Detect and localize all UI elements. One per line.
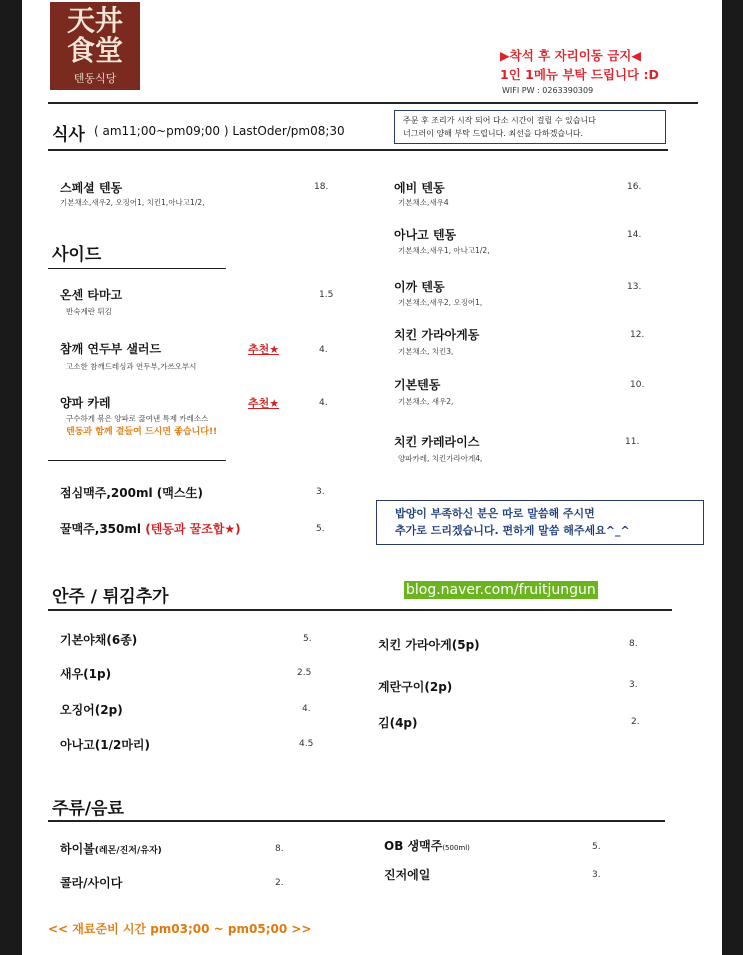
menu-item-name: 아나고 텐동	[394, 228, 457, 242]
one-menu-notice: 1인 1메뉴 부탁 드립니다 :D	[500, 67, 659, 82]
menu-item-desc: 기본채소, 치킨3,	[398, 347, 454, 356]
menu-item-desc: 기본채소,새우2, 오징어1,	[398, 298, 483, 307]
menu-item-name: 기본텐동	[394, 378, 441, 392]
side-item-price: 4.	[319, 345, 328, 355]
side-title: 사이드	[52, 245, 102, 265]
menu-item-desc: 기본채소,새우2, 오징어1, 치킨1,아나고1/2,	[60, 198, 205, 207]
drink-item-price: 5.	[592, 842, 601, 852]
side-item-price: 4.	[319, 398, 328, 408]
menu-item-price: 11.	[625, 437, 640, 447]
side-item-desc: 반숙계란 튀김	[66, 307, 112, 316]
rice-notice-line2: 추가로 드리겠습니다. 편하게 말씀 해주세요^_^	[395, 524, 630, 537]
drink-item-price: 3.	[592, 870, 601, 880]
drink-item-detail: (레몬/진저/유자)	[94, 846, 162, 856]
meal-hours: ( am11;00~pm09;00 ) LastOder/pm08;30	[94, 124, 345, 138]
wifi-password: WIFI PW : 0263390309	[502, 86, 594, 95]
extra-item-name: 아나고(1/2마리)	[60, 738, 151, 752]
menu-item-name: 에비 텐동	[394, 181, 445, 195]
drink-item-name	[60, 840, 162, 857]
extra-item-price: 4.5	[299, 739, 314, 749]
divider	[48, 149, 668, 151]
cooking-notice-box	[394, 110, 666, 144]
extra-item-price: 8.	[629, 639, 638, 649]
divider	[48, 102, 698, 104]
menu-item-desc: 기본채소,새우4	[398, 198, 449, 207]
recommend-badge: 추천★	[248, 343, 280, 356]
extra-item-price: 2.5	[297, 668, 312, 678]
extra-item-price: 2.	[631, 717, 640, 727]
side-item-name: 참깨 연두부 샐러드	[60, 342, 162, 356]
divider	[48, 460, 226, 461]
blog-link[interactable]: blog.naver.com/fruitjungun	[406, 582, 596, 598]
extras-title: 안주 / 튀김추가	[52, 587, 169, 607]
beer-item-price: 3.	[316, 487, 325, 497]
rice-notice-line1: 밥양이 부족하신 분은 따로 말씀해 주시면	[395, 507, 595, 520]
menu-item-price: 10.	[630, 380, 645, 390]
side-item-desc: 구수하게 볶은 양파로 끓여낸 특제 카레소스	[66, 414, 209, 423]
side-item-note: 텐동과 함께 곁들여 드시면 좋습니다!!	[66, 427, 218, 437]
drink-item-detail: (500ml)	[442, 844, 470, 852]
seat-notice: ▶착석 후 자리이동 금지◀	[500, 48, 641, 63]
drink-item-label: 하이볼	[60, 842, 95, 856]
extra-item-name: 오징어(2p)	[60, 703, 123, 717]
beer-item-label: 꿀맥주,350ml	[60, 522, 142, 536]
extra-item-name: 새우(1p)	[60, 667, 112, 681]
divider	[48, 609, 672, 611]
extra-item-price: 3.	[629, 680, 638, 690]
menu-item-price: 14.	[627, 230, 642, 240]
drinks-title: 주류/음료	[52, 799, 124, 819]
drink-item-label: OB 생맥주	[384, 839, 443, 853]
side-item-name: 양파 카레	[60, 396, 111, 410]
logo-line1: 天丼	[66, 4, 123, 37]
side-item-price: 1.5	[319, 290, 334, 300]
drink-item-name: 콜라/사이다	[60, 876, 123, 890]
divider	[48, 268, 226, 269]
menu-item-name: 스페셜 텐동	[60, 181, 123, 195]
prep-time-notice: << 재료준비 시간 pm03;00 ~ pm05;00 >>	[48, 922, 312, 936]
menu-item-price: 13.	[627, 282, 642, 292]
extra-item-name: 기본야채(6종)	[60, 633, 138, 647]
menu-page	[22, 0, 722, 955]
cooking-notice-line2: 너그러이 양해 부탁 드립니다. 최선을 다하겠습니다.	[403, 129, 584, 138]
extra-item-name: 김(4p)	[378, 716, 418, 730]
drink-item-price: 8.	[275, 844, 284, 854]
side-item-desc: 고소한 참깨드레싱과 연두부,가쓰오부시	[66, 362, 197, 371]
logo-line2: 食堂	[66, 34, 123, 67]
logo-sub: 텐동식당	[73, 72, 117, 85]
menu-item-desc: 양파카레, 치킨가라아게4,	[398, 454, 483, 463]
menu-item-price: 18.	[314, 182, 329, 192]
extra-item-name: 계란구이(2p)	[378, 680, 453, 694]
recommend-badge: 추천★	[248, 397, 280, 410]
side-item-name: 온센 타마고	[60, 288, 123, 302]
restaurant-logo	[50, 2, 140, 90]
beer-item-highlight: (텐동과 꿀조합★)	[145, 522, 241, 536]
beer-item-name	[60, 520, 241, 537]
beer-item-price: 5.	[316, 524, 325, 534]
drink-item-name: 진저에일	[384, 868, 431, 882]
menu-item-name: 이까 텐동	[394, 280, 445, 294]
beer-item-name: 점심맥주,200ml (맥스生)	[60, 486, 203, 500]
cooking-notice-line1: 주문 후 조리가 시작 되어 다소 시간이 걸릴 수 있습니다	[403, 116, 596, 125]
extra-item-name: 치킨 가라아게(5p)	[378, 638, 480, 652]
extra-item-price: 5.	[303, 634, 312, 644]
menu-item-price: 16.	[627, 182, 642, 192]
extra-item-price: 4.	[302, 704, 311, 714]
drink-item-name	[384, 837, 470, 854]
menu-item-name: 치킨 카레라이스	[394, 435, 480, 449]
menu-item-name: 치킨 가라아게동	[394, 328, 480, 342]
meal-title: 식사	[52, 125, 85, 145]
drink-item-price: 2.	[275, 878, 284, 888]
menu-item-desc: 기본채소, 새우2,	[398, 397, 454, 406]
menu-item-price: 12.	[630, 330, 645, 340]
menu-item-desc: 기본채소,새우1, 아나고1/2,	[398, 246, 490, 255]
divider	[48, 820, 665, 822]
rice-notice-box	[376, 500, 704, 545]
